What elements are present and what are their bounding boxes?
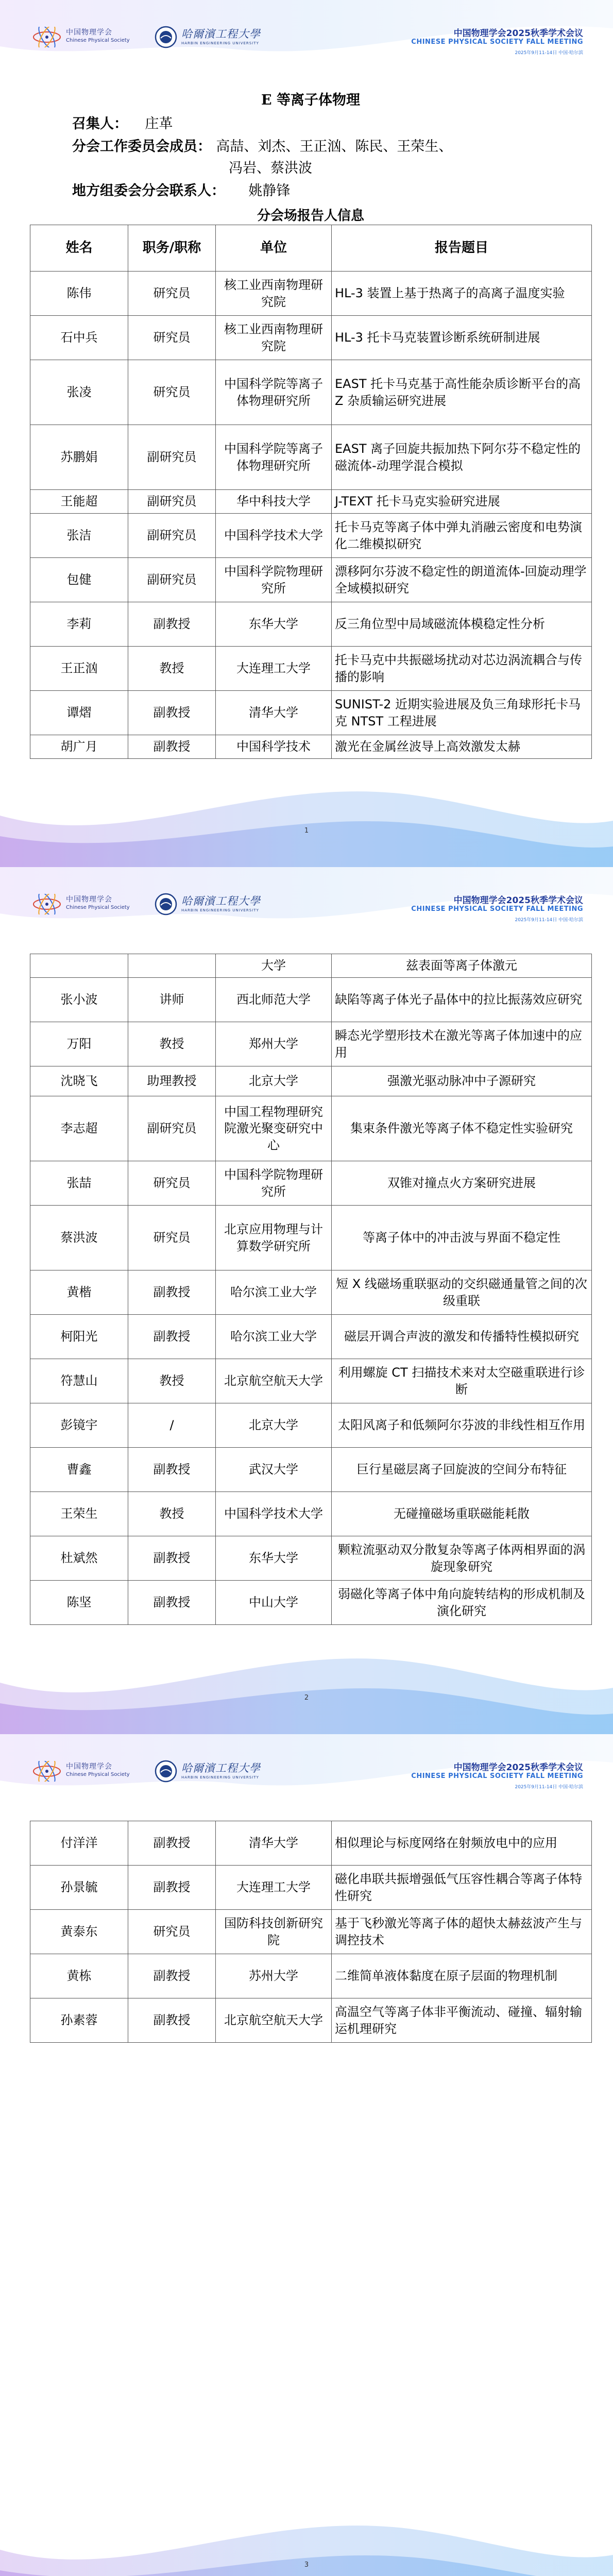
cell-title: 副教授 (128, 602, 216, 647)
cell-topic: 短 X 线磁场重联驱动的交织磁通量管之间的次级重联 (332, 1270, 592, 1315)
cps-logo-icon (32, 894, 62, 914)
header-unit: 单位 (216, 225, 332, 272)
cell-topic: 基于飞秒激光等离子体的超快太赫兹波产生与调控技术 (332, 1910, 592, 1954)
speakers-table-page-3 (30, 1821, 592, 2043)
conference-title-en: CHINESE PHYSICAL SOCIETY FALL MEETING (411, 1772, 583, 1780)
cell-unit: 大学 (216, 954, 332, 978)
table-row (30, 978, 592, 1022)
cell-name: 黄泰东 (30, 1910, 128, 1954)
convener-value: 庄革 (145, 116, 173, 132)
page-header (0, 0, 613, 62)
cell-name: 黄楷 (30, 1270, 128, 1315)
table-row (30, 1359, 592, 1403)
page-header (0, 1734, 613, 1796)
cell-name: 张凌 (30, 360, 128, 425)
cell-name: 陈伟 (30, 272, 128, 316)
cell-name (30, 954, 128, 978)
cell-unit: 郑州大学 (216, 1022, 332, 1066)
cell-unit: 北京应用物理与计算数学研究所 (216, 1206, 332, 1270)
page-2 (0, 867, 613, 1734)
cell-unit: 中国科学院等离子体物理研究所 (216, 360, 332, 425)
cell-name: 包健 (30, 558, 128, 602)
cell-unit: 中国科学技术大学 (216, 514, 332, 558)
university-logo-icon (155, 893, 177, 916)
footer-wave-decoration (0, 1564, 613, 1734)
cell-name: 王正汹 (30, 647, 128, 691)
page-3 (0, 1734, 613, 2576)
liaison-line (72, 179, 290, 199)
committee-value-1: 高喆、刘杰、王正汹、陈民、王荣生、 (216, 139, 453, 155)
cell-unit: 清华大学 (216, 1821, 332, 1866)
cell-topic: 兹表面等离子体激元 (332, 954, 592, 978)
cell-title: 副教授 (128, 1954, 216, 1998)
table-caption: 分会场报告人信息 (257, 208, 364, 224)
university-name-en: HARBIN ENGINEERING UNIVERSITY (181, 41, 259, 45)
cell-unit: 西北师范大学 (216, 978, 332, 1022)
cell-unit: 中国科学院物理研究所 (216, 558, 332, 602)
cps-name-en: Chinese Physical Society (66, 38, 130, 43)
table-row (30, 1066, 592, 1096)
cell-topic: 磁层开调合声波的激发和传播特性模拟研究 (332, 1315, 592, 1359)
cell-topic: 磁化串联共振增强低气压容性耦合等离子体特性研究 (332, 1866, 592, 1910)
cell-unit: 北京航空航天大学 (216, 1998, 332, 2043)
cell-topic: 托卡马克中共振磁场扰动对芯边涡流耦合与传播的影响 (332, 647, 592, 691)
cell-unit: 北京大学 (216, 1403, 332, 1448)
cell-title: 副研究员 (128, 514, 216, 558)
committee-line (72, 135, 452, 155)
cell-unit: 苏州大学 (216, 1954, 332, 1998)
cell-unit: 哈尔滨工业大学 (216, 1270, 332, 1315)
cell-unit: 哈尔滨工业大学 (216, 1315, 332, 1359)
cps-name-cn: 中国物理学会 (66, 895, 112, 904)
cell-unit: 国防科技创新研究院 (216, 1910, 332, 1954)
cell-unit: 中国科学技术 (216, 735, 332, 759)
cell-title: 副教授 (128, 735, 216, 759)
table-row (30, 954, 592, 978)
cell-unit: 中国科学技术大学 (216, 1492, 332, 1536)
table-row (30, 1096, 592, 1161)
cell-topic: 利用螺旋 CT 扫描技术来对太空磁重联进行诊断 (332, 1359, 592, 1403)
cell-topic: EAST 托卡马克基于高性能杂质诊断平台的高 Z 杂质输运研究进展 (332, 360, 592, 425)
cell-title: 研究员 (128, 1910, 216, 1954)
cell-title: 研究员 (128, 360, 216, 425)
cps-name-cn: 中国物理学会 (66, 1762, 112, 1771)
footer-wave-decoration (0, 697, 613, 867)
liaison-value: 姚静锋 (248, 183, 291, 199)
conference-date: 2025年9月11-14日 中国·哈尔滨 (515, 918, 583, 923)
cell-topic: 二维简单液体黏度在原子层面的物理机制 (332, 1954, 592, 1998)
cell-topic: 缺陷等离子体光子晶体中的拉比振荡效应研究 (332, 978, 592, 1022)
university-name-en: HARBIN ENGINEERING UNIVERSITY (181, 908, 259, 912)
page-number: 1 (304, 827, 309, 835)
cell-topic: 强激光驱动脉冲中子源研究 (332, 1066, 592, 1096)
cell-topic: 双锥对撞点火方案研究进展 (332, 1161, 592, 1206)
table-row (30, 1910, 592, 1954)
cell-title: 副教授 (128, 1315, 216, 1359)
cell-topic: 反三角位型中局域磁流体模稳定性分析 (332, 602, 592, 647)
cell-name: 付洋洋 (30, 1821, 128, 1866)
cell-topic: 高温空气等离子体非平衡流动、碰撞、辐射输运机理研究 (332, 1998, 592, 2043)
cell-title (128, 954, 216, 978)
table-row (30, 558, 592, 602)
cell-title: 副研究员 (128, 1096, 216, 1161)
cell-name: 张喆 (30, 1161, 128, 1206)
cell-unit: 东华大学 (216, 1536, 332, 1581)
cell-name: 王荣生 (30, 1492, 128, 1536)
conference-title-en: CHINESE PHYSICAL SOCIETY FALL MEETING (411, 905, 583, 913)
table-row (30, 1270, 592, 1315)
cell-unit: 中国科学院等离子体物理研究所 (216, 425, 332, 490)
university-logo-icon (155, 1760, 177, 1783)
cell-name: 杜斌然 (30, 1536, 128, 1581)
cell-topic: HL-3 装置上基于热离子的高离子温度实验 (332, 272, 592, 316)
table-row (30, 1821, 592, 1866)
cell-title: 研究员 (128, 1206, 216, 1270)
university-logo-icon (155, 26, 177, 48)
cell-title: 研究员 (128, 1161, 216, 1206)
cell-name: 王能超 (30, 490, 128, 514)
cell-title: 教授 (128, 1022, 216, 1066)
table-row (30, 360, 592, 425)
cell-title: 副教授 (128, 1821, 216, 1866)
convener-label: 召集人： (72, 116, 128, 132)
header-name: 姓名 (30, 225, 128, 272)
header-title: 职务/职称 (128, 225, 216, 272)
table-row (30, 602, 592, 647)
cell-title: 副教授 (128, 691, 216, 735)
table-row (30, 1022, 592, 1066)
cell-title: 教授 (128, 647, 216, 691)
cell-title: 助理教授 (128, 1066, 216, 1096)
cell-unit: 大连理工大学 (216, 647, 332, 691)
cps-name-en: Chinese Physical Society (66, 905, 130, 910)
cell-title: 副教授 (128, 1866, 216, 1910)
cell-name: 石中兵 (30, 316, 128, 360)
cell-unit: 大连理工大学 (216, 1866, 332, 1910)
cell-topic: 颗粒流驱动双分散复杂等离子体两相界面的涡旋现象研究 (332, 1536, 592, 1581)
cell-title: 副教授 (128, 1581, 216, 1625)
cell-name: 李志超 (30, 1096, 128, 1161)
speakers-table-page-2 (30, 954, 592, 1625)
cell-title: 副教授 (128, 1998, 216, 2043)
conference-title-cn: 中国物理学会2025秋季学术会议 (453, 28, 583, 39)
header-topic: 报告题目 (332, 225, 592, 272)
cell-title: 副研究员 (128, 558, 216, 602)
table-row (30, 316, 592, 360)
cell-topic: 太阳风离子和低频阿尔芬波的非线性相互作用 (332, 1403, 592, 1448)
cell-name: 彭镜宇 (30, 1403, 128, 1448)
table-row (30, 514, 592, 558)
cell-title: 研究员 (128, 316, 216, 360)
cps-logo-icon (32, 27, 62, 47)
cell-name: 孙素蓉 (30, 1998, 128, 2043)
conference-date: 2025年9月11-14日 中国·哈尔滨 (515, 1785, 583, 1790)
cps-logo-icon (32, 1761, 62, 1782)
cell-topic: 等离子体中的冲击波与界面不稳定性 (332, 1206, 592, 1270)
conference-date: 2025年9月11-14日 中国·哈尔滨 (515, 50, 583, 56)
cell-name: 黄栋 (30, 1954, 128, 1998)
cell-title: 副研究员 (128, 490, 216, 514)
cell-topic: 漂移阿尔芬波不稳定性的朗道流体-回旋动理学全域模拟研究 (332, 558, 592, 602)
cell-title: 副教授 (128, 1270, 216, 1315)
cell-topic: 巨行星磁层离子回旋波的空间分布特征 (332, 1448, 592, 1492)
table-row (30, 1206, 592, 1270)
cell-title: 教授 (128, 1492, 216, 1536)
cell-unit: 中国工程物理研究院激光聚变研究中心 (216, 1096, 332, 1161)
table-row (30, 1866, 592, 1910)
table-row (30, 1492, 592, 1536)
table-row (30, 1448, 592, 1492)
cell-unit: 清华大学 (216, 691, 332, 735)
cell-title: 副教授 (128, 1448, 216, 1492)
table-row (30, 1403, 592, 1448)
cell-name: 张洁 (30, 514, 128, 558)
cell-unit: 武汉大学 (216, 1448, 332, 1492)
cell-name: 符慧山 (30, 1359, 128, 1403)
cell-title: 教授 (128, 1359, 216, 1403)
conference-title-en: CHINESE PHYSICAL SOCIETY FALL MEETING (411, 38, 583, 46)
convener-line (72, 112, 173, 132)
cell-topic: HL-3 托卡马克装置诊断系统研制进展 (332, 316, 592, 360)
table-row (30, 1954, 592, 1998)
cell-title: / (128, 1403, 216, 1448)
cell-title: 副教授 (128, 1536, 216, 1581)
cell-unit: 中国科学院物理研究所 (216, 1161, 332, 1206)
cell-name: 谭熠 (30, 691, 128, 735)
table-row (30, 425, 592, 490)
page-number: 3 (304, 2561, 309, 2569)
cell-unit: 东华大学 (216, 602, 332, 647)
committee-value-2: 冯岩、蔡洪波 (229, 160, 312, 176)
university-name-en: HARBIN ENGINEERING UNIVERSITY (181, 1775, 259, 1780)
cell-name: 蔡洪波 (30, 1206, 128, 1270)
committee-line-2 (229, 157, 312, 177)
cell-unit: 核工业西南物理研究院 (216, 316, 332, 360)
cell-name: 万阳 (30, 1022, 128, 1066)
table-row (30, 1998, 592, 2043)
cell-name: 胡广月 (30, 735, 128, 759)
cell-name: 曹鑫 (30, 1448, 128, 1492)
cell-topic: 瞬态光学塑形技术在激光等离子体加速中的应用 (332, 1022, 592, 1066)
cell-topic: SUNIST-2 近期实验进展及负三角球形托卡马克 NTST 工程进展 (332, 691, 592, 735)
cell-unit: 中山大学 (216, 1581, 332, 1625)
cell-name: 苏鹏娟 (30, 425, 128, 490)
page-number: 2 (304, 1694, 309, 1702)
university-name-cn: 哈爾濱工程大學 (181, 1762, 261, 1774)
committee-label: 分会工作委员会成员： (72, 139, 211, 155)
table-header-row (30, 225, 592, 272)
table-row (30, 647, 592, 691)
cell-unit: 北京航空航天大学 (216, 1359, 332, 1403)
conference-title-cn: 中国物理学会2025秋季学术会议 (453, 1762, 583, 1773)
cell-topic: J-TEXT 托卡马克实验研究进展 (332, 490, 592, 514)
cell-name: 孙景毓 (30, 1866, 128, 1910)
table-row (30, 1315, 592, 1359)
cell-topic: 激光在金属丝波导上高效激发太赫 (332, 735, 592, 759)
table-row (30, 490, 592, 514)
cell-name: 李莉 (30, 602, 128, 647)
cell-topic: 相似理论与标度网络在射频放电中的应用 (332, 1821, 592, 1866)
cell-topic: EAST 离子回旋共振加热下阿尔芬不稳定性的磁流体-动理学混合模拟 (332, 425, 592, 490)
conference-title-cn: 中国物理学会2025秋季学术会议 (453, 895, 583, 906)
cps-name-en: Chinese Physical Society (66, 1772, 130, 1777)
cell-topic: 无碰撞磁场重联磁能耗散 (332, 1492, 592, 1536)
cell-name: 张小波 (30, 978, 128, 1022)
cell-unit: 北京大学 (216, 1066, 332, 1096)
cell-title: 讲师 (128, 978, 216, 1022)
cell-name: 沈晓飞 (30, 1066, 128, 1096)
university-name-cn: 哈爾濱工程大學 (181, 28, 261, 40)
cell-title: 副研究员 (128, 425, 216, 490)
speakers-table-page-1 (30, 225, 592, 759)
cell-topic: 托卡马克等离子体中弹丸消融云密度和电势演化二维模拟研究 (332, 514, 592, 558)
cell-name: 柯阳光 (30, 1315, 128, 1359)
university-name-cn: 哈爾濱工程大學 (181, 895, 261, 907)
page-header (0, 867, 613, 929)
page-1 (0, 0, 613, 867)
cps-name-cn: 中国物理学会 (66, 28, 112, 37)
cell-unit: 核工业西南物理研究院 (216, 272, 332, 316)
cell-unit: 华中科技大学 (216, 490, 332, 514)
cell-topic: 弱磁化等离子体中角向旋转结构的形成机制及演化研究 (332, 1581, 592, 1625)
cell-topic: 集束条件激光等离子体不稳定性实验研究 (332, 1096, 592, 1161)
cell-name: 陈坚 (30, 1581, 128, 1625)
footer-wave-decoration (0, 2431, 613, 2576)
section-title: E 等离子体物理 (261, 92, 360, 108)
table-row (30, 1161, 592, 1206)
liaison-label: 地方组委会分会联系人： (72, 183, 225, 199)
cell-title: 研究员 (128, 272, 216, 316)
table-row (30, 272, 592, 316)
